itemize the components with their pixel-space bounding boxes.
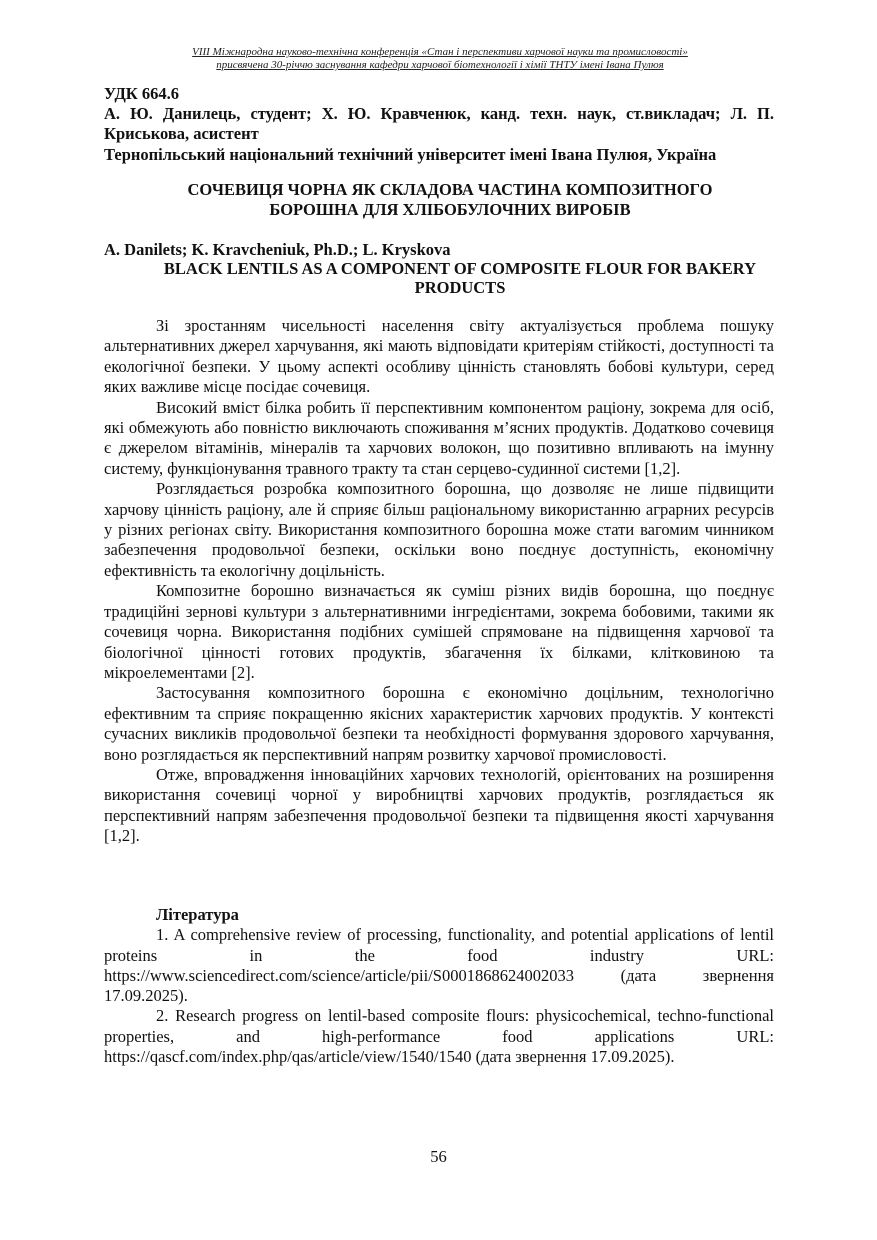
reference-item: 1. A comprehensive review of processing, functionality, and potential applications of lentil proteins in the food industry URL: https://www.sciencedirect.com/science/article/pii/S0001868624002033 (дата звернення 17.09.2025). (104, 925, 774, 1006)
title-ua (150, 180, 750, 220)
title-en-line-2: PRODUCTS (414, 278, 506, 297)
paragraph: Застосування композитного борошна є економічно доцільним, технологічно ефективним та сприяє покращенню якісних характеристик харчових продуктів. У контексті сучасних викликів продовольчої безпеки та необхідності формування здорового харчування, воно розглядається як перспективний напрям розвитку харчової промисловості. (104, 683, 774, 764)
title-en (150, 259, 770, 297)
paragraph: Високий вміст білка робить її перспективним компонентом раціону, зокрема для осіб, які обмежують або повністю виключають споживання м’ясних продуктів. Додатково сочевиця є джерелом вітамінів, мінералів та харчових волокон, що позитивно впливають на імунну систему, функціонування травного тракту та стан серцево-судинної системи [1,2]. (104, 397, 774, 478)
paragraph: Композитне борошно визначається як суміш різних видів борошна, що поєднує традиційні зернові культури з альтернативними інгредієнтами, зокрема бобовими, такими як сочевиця чорна. Використання подібних сумішей спрямоване на підвищення харчової та біологічної цінності готових продуктів, збагачення їх білками, клітковиною та мікроелементами [2]. (104, 581, 774, 682)
conference-header (100, 46, 780, 72)
affiliation: Тернопільський національний технічний університет імені Івана Пулюя, Україна (104, 145, 717, 164)
title-ua-line-1: СОЧЕВИЦЯ ЧОРНА ЯК СКЛАДОВА ЧАСТИНА КОМПОЗИТНОГО (187, 180, 713, 199)
authors-en: A. Danilets; K. Kravcheniuk, Ph.D.; L. Kryskova (104, 240, 451, 259)
title-en-line-1: BLACK LENTILS AS A COMPONENT OF COMPOSITE FLOUR FOR BAKERY (163, 259, 757, 278)
title-ua-line-2: БОРОШНА ДЛЯ ХЛІБОБУЛОЧНИХ ВИРОБІВ (269, 200, 631, 219)
paragraph: Отже, впровадження інноваційних харчових технологій, орієнтованих на розширення використання сочевиці чорної у виробництві харчових продуктів, розглядається як перспективний напрям забезпечення продовольчої безпеки та підвищення якості харчування [1,2]. (104, 764, 774, 846)
references (104, 905, 774, 1067)
paragraph: Зі зростанням чисельності населення світу актуалізується проблема пошуку альтернативних джерел харчування, які мають відповідати критеріям стійкості, доступності та екологічної безпеки. У цьому аспекті особливу цінність становлять бобові культури, серед яких важливе місце посідає сочевиця. (104, 316, 774, 397)
references-title: Література (156, 905, 239, 924)
conference-header-line-2: присвячена 30-річчю заснування кафедри харчової біотехнології і хімії ТНТУ імені Івана Пулюя (216, 59, 664, 71)
authors-ua: А. Ю. Данилець, студент; Х. Ю. Кравченюк, канд. техн. наук, ст.викладач; Л. П. Криськова, асистент (104, 104, 774, 143)
body-text (104, 316, 774, 847)
conference-header-line-1: VIII Міжнародна науково-технічна конференція «Стан і перспективи харчової науки та промисловості» (192, 46, 688, 58)
paragraph: Розглядається розробка композитного борошна, що дозволяє не лише підвищити харчову цінність раціону, але й сприяє більш раціональному використанню аграрних ресурсів у різних регіонах світу. Використання композитного борошна може стати вагомим чинником забезпечення продовольчої безпеки, оскільки воно поєднує доступність, економічну ефективність та екологічну доцільність. (104, 479, 774, 580)
reference-item: 2. Research progress on lentil-based composite flours: physicochemical, techno-functional properties, and high-performance food applications URL: https://qascf.com/index.php/qas/article/view/1540/1540 (дата звернення 17.09.2025). (104, 1006, 774, 1067)
udk-code: УДК 664.6 (104, 84, 180, 103)
page-number: 56 (430, 1147, 447, 1166)
